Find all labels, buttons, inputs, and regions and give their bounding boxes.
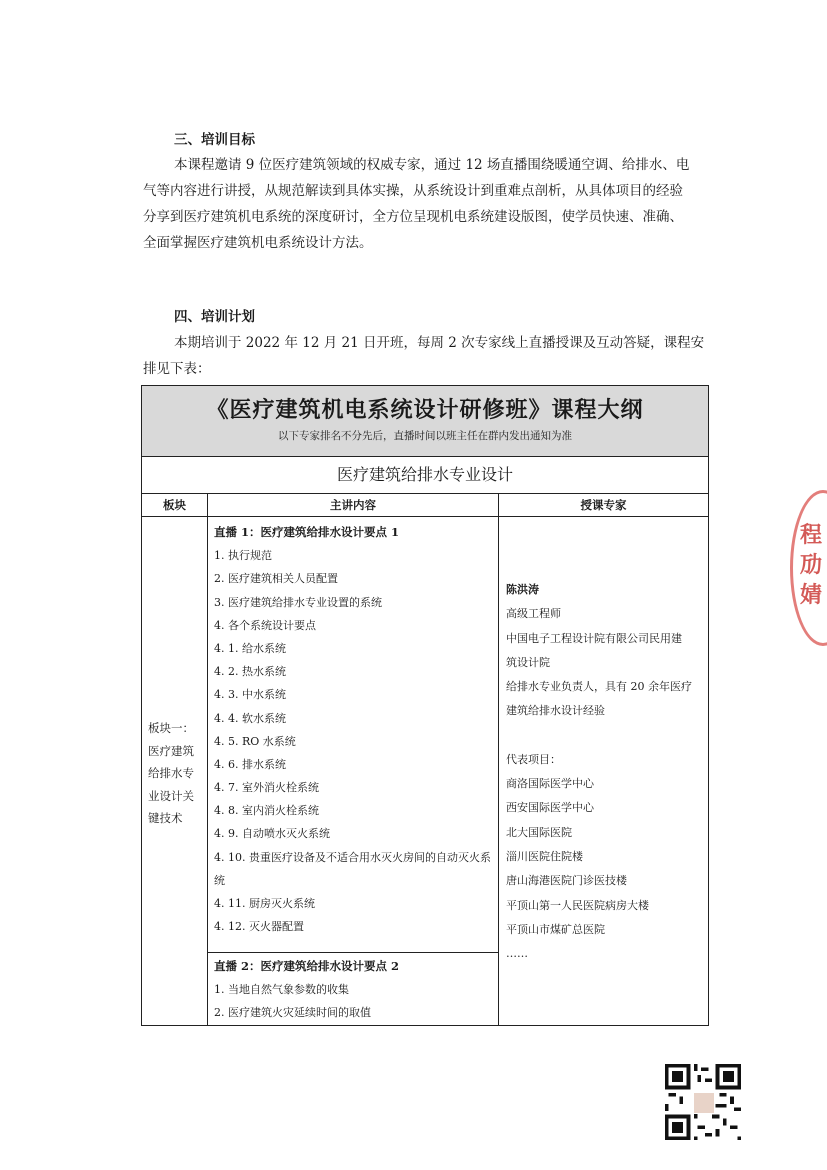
content-item: 4. 8. 室内消火栓系统 xyxy=(214,804,319,818)
expert-desc-line: 给排水专业负责人，具有 20 余年医疗 xyxy=(506,680,692,694)
block-line: 医疗建筑 xyxy=(148,743,194,758)
content-item: 4. 4. 软水系统 xyxy=(214,711,286,725)
module-title: 医疗建筑给排水专业设计 xyxy=(142,457,708,494)
column-header-content: 主讲内容 xyxy=(208,494,498,517)
content-item: 1. 执行规范 xyxy=(214,549,272,563)
content-item: 4. 10. 贵重医疗设备及不适合用水灭火房间的自动灭火系统 xyxy=(214,850,491,887)
project-item: 平顶山市煤矿总医院 xyxy=(506,922,605,936)
content-item: 4. 3. 中水系统 xyxy=(214,688,286,702)
section-4-paragraph xyxy=(143,330,705,382)
paragraph-line: 全面掌握医疗建筑机电系统设计方法。 xyxy=(143,235,373,251)
outline-title: 《医疗建筑机电系统设计研修班》课程大纲 xyxy=(206,398,644,423)
expert-cell xyxy=(506,578,706,966)
paragraph-line: 本课程邀请 9 位医疗建筑领域的权威专家，通过 12 场直播围绕暖通空调、给排水、电 xyxy=(174,157,690,173)
project-item: 西安国际医学中心 xyxy=(506,801,594,815)
content-item: 4. 12. 灭火器配置 xyxy=(214,920,304,934)
section-3-paragraph xyxy=(143,152,691,256)
live-2-content xyxy=(214,955,496,1025)
project-item: …… xyxy=(506,947,528,961)
seal-char: 程 xyxy=(800,522,823,548)
live-2-title: 直播 2：医疗建筑给排水设计要点 2 xyxy=(214,959,400,973)
project-item: 平顶山第一人民医院病房大楼 xyxy=(506,898,649,912)
content-item: 2. 医疗建筑相关人员配置 xyxy=(214,572,338,586)
section-3-heading: 三、培训目标 xyxy=(174,132,255,148)
expert-org-line: 中国电子工程设计院有限公司民用建 xyxy=(506,631,682,645)
block-cell xyxy=(148,717,204,830)
spacer xyxy=(506,724,706,748)
content-item: 4. 6. 排水系统 xyxy=(214,757,286,771)
live-divider xyxy=(208,952,498,953)
paragraph-line: 排见下表： xyxy=(143,361,211,377)
content-item: 4. 2. 热水系统 xyxy=(214,665,286,679)
block-line: 业设计关 xyxy=(148,788,194,803)
content-item: 3. 医疗建筑给排水专业设置的系统 xyxy=(214,595,382,609)
live-1-content xyxy=(214,521,496,938)
block-line: 板块一： xyxy=(148,721,194,735)
course-outline-table xyxy=(141,385,709,1026)
column-divider xyxy=(207,494,208,1025)
column-header-expert: 授课专家 xyxy=(499,494,708,517)
outline-header xyxy=(142,386,708,457)
content-item: 4. 5. RO 水系统 xyxy=(214,734,296,748)
expert-org-line: 筑设计院 xyxy=(506,655,550,669)
block-line: 给排水专 xyxy=(148,766,194,781)
content-item: 4. 7. 室外消火栓系统 xyxy=(214,781,319,795)
projects-label: 代表项目： xyxy=(506,752,561,766)
content-item: 4. 1. 给水系统 xyxy=(214,641,286,655)
seal-char: 劢 xyxy=(800,552,823,578)
column-header-block: 板块 xyxy=(142,494,207,517)
project-item: 北大国际医院 xyxy=(506,825,572,839)
project-item: 淄川医院住院楼 xyxy=(506,849,583,863)
project-item: 唐山海港医院门诊医技楼 xyxy=(506,874,627,888)
content-item: 4. 11. 厨房灭火系统 xyxy=(214,897,315,911)
outline-subtitle: 以下专家排名不分先后，直播时间以班主任在群内发出通知为准 xyxy=(278,430,572,442)
expert-name: 陈洪涛 xyxy=(506,583,539,596)
expert-desc-line: 建筑给排水设计经验 xyxy=(506,704,605,718)
seal-characters xyxy=(800,520,827,610)
column-divider xyxy=(498,494,499,1025)
avatar xyxy=(693,1092,715,1114)
paragraph-line: 分享到医疗建筑机电系统的深度研讨，全方位呈现机电系统建设版图，使学员快速、准确、 xyxy=(143,209,683,225)
live-1-title: 直播 1：医疗建筑给排水设计要点 1 xyxy=(214,525,400,539)
content-item: 1. 当地自然气象参数的收集 xyxy=(214,983,349,997)
seal-char: 婧 xyxy=(800,582,823,608)
content-item: 2. 医疗建筑火灾延续时间的取值 xyxy=(214,1006,371,1020)
block-line: 键技术 xyxy=(148,811,183,826)
project-item: 商洛国际医学中心 xyxy=(506,777,594,791)
section-4-heading: 四、培训计划 xyxy=(174,309,255,325)
paragraph-line: 本期培训于 2022 年 12 月 21 日开班，每周 2 次专家线上直播授课及互动答疑，课程安 xyxy=(174,335,705,351)
expert-title: 高级工程师 xyxy=(506,607,561,621)
content-item: 4. 各个系统设计要点 xyxy=(214,618,316,632)
content-item: 4. 9. 自动喷水灭火系统 xyxy=(214,827,330,841)
paragraph-line: 气等内容进行讲授，从规范解读到具体实操，从系统设计到重难点剖析，从具体项目的经验 xyxy=(143,183,683,199)
